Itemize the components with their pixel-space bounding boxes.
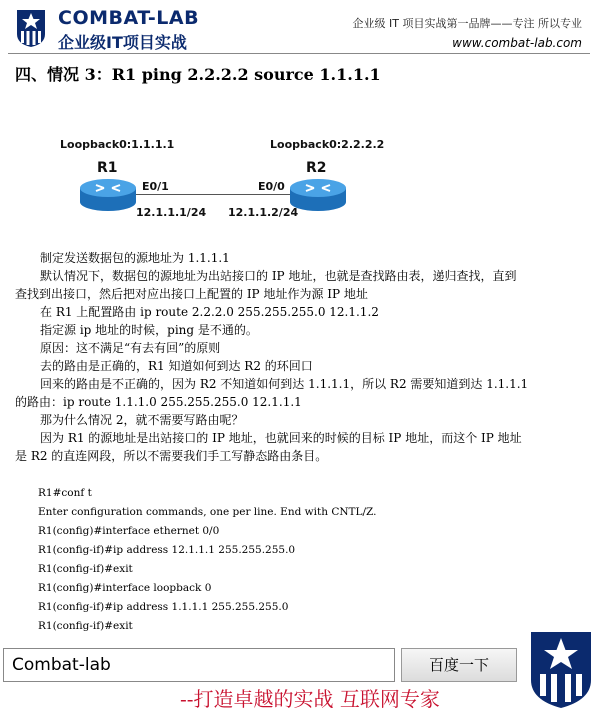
header-divider (8, 53, 590, 54)
body-line: 去的路由是正确的，R1 知道如何到达 R2 的环回口 (40, 359, 313, 373)
slogan: --打造卓越的实战 互联网专家 (180, 687, 440, 711)
search-input[interactable]: Combat-lab (3, 648, 395, 682)
body-line: 的路由：ip route 1.1.1.0 255.255.255.0 12.1.1.1 (15, 395, 302, 409)
config-line: R1(config)#interface ethernet 0/0 (38, 525, 220, 537)
body-line: 指定源 ip 地址的时候，ping 是不通的。 (40, 323, 258, 337)
body-line: 默认情况下，数据包的源地址为出站接口的 IP 地址，也就是查找路由表，递归查找，直到 (40, 269, 517, 283)
r1-ip-label: 12.1.1.1/24 (136, 206, 207, 219)
r1-loopback-label: Loopback0:1.1.1.1 (60, 138, 175, 151)
combat-lab-logo-icon (14, 8, 48, 48)
search-button[interactable]: 百度一下 (401, 648, 517, 682)
combat-lab-badge-icon (527, 628, 595, 710)
r2-interface-label: E0/0 (258, 180, 285, 193)
r2-ip-label: 12.1.1.2/24 (228, 206, 299, 219)
r2-loopback-label: Loopback0:2.2.2.2 (270, 138, 385, 151)
config-line: R1(config-if)#ip address 12.1.1.1 255.255.255.0 (38, 544, 296, 556)
config-line: R1(config)#interface loopback 0 (38, 582, 212, 594)
body-line: 那为什么情况 2，就不需要写路由呢？ (40, 413, 244, 427)
r1-interface-label: E0/1 (142, 180, 169, 193)
body-line: 是 R2 的直连网段，所以不需要我们手工写静态路由条目。 (15, 449, 328, 463)
body-line: 查找到出接口，然后把对应出接口上配置的 IP 地址作为源 IP 地址 (15, 287, 368, 301)
body-line: 因为 R1 的源地址是出站接口的 IP 地址，也就回来的时候的目标 IP 地址，而这个 IP 地址 (40, 431, 522, 445)
website-link[interactable]: www.combat-lab.com (452, 36, 582, 50)
brand-name: COMBAT-LAB (58, 7, 200, 29)
config-line: R1(config-if)#exit (38, 563, 133, 575)
r1-name-label: R1 (97, 160, 118, 176)
config-line: R1#conf t (38, 487, 92, 499)
body-line: 回来的路由是不正确的，因为 R2 不知道如何到达 1.1.1.1，所以 R2 需要知道到达 1.1.1.1 (40, 377, 529, 391)
body-line: 原因：这不满足“有去有回”的原则 (40, 341, 221, 355)
body-line: 在 R1 上配置路由 ip route 2.2.2.0 255.255.255.0 12.1.1.2 (40, 305, 379, 319)
config-line: Enter configuration commands, one per line. End with CNTL/Z. (38, 506, 377, 518)
link-line (120, 194, 310, 195)
brand-subtitle: 企业级IT项目实战 (58, 33, 187, 52)
config-line: R1(config-if)#ip address 1.1.1.1 255.255.255.0 (38, 601, 289, 613)
config-line: R1(config-if)#exit (38, 620, 133, 632)
tagline: 企业级 IT 项目实战第一品牌——专注 所以专业 (352, 17, 582, 30)
section-heading: 四、情况 3：R1 ping 2.2.2.2 source 1.1.1.1 (15, 65, 381, 84)
r2-name-label: R2 (306, 160, 327, 176)
r1-router-icon (78, 178, 138, 212)
body-line: 制定发送数据包的源地址为 1.1.1.1 (40, 251, 230, 265)
